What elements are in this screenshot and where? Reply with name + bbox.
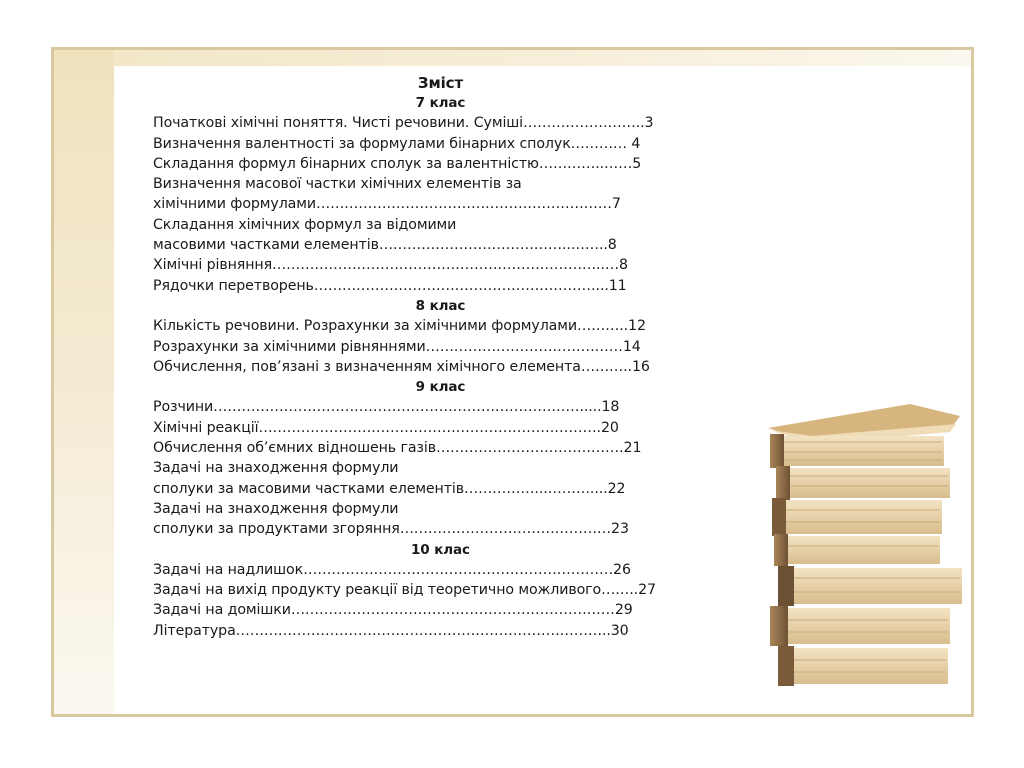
- toc-entry: Задачі на домішки……………………………………………………………29: [153, 602, 633, 619]
- toc-entry: Задачі на знаходження формули: [153, 460, 399, 477]
- toc-entry: Хімічні реакції……………………………………………………………….20: [153, 419, 619, 436]
- toc-entry: Задачі на вихід продукту реакції від теоретично можливого……..27: [153, 582, 656, 599]
- toc-entry: сполуки за продуктами згоряння………………………………………23: [153, 521, 629, 538]
- toc-entry: Розчини…………………………………………………………………….....18: [153, 399, 620, 416]
- toc-entry: Початкові хімічні поняття. Чисті речовини. Суміші……………………..3: [153, 115, 654, 132]
- section-heading: 7 клас: [415, 95, 466, 111]
- toc-entry: Хімічні рівняння……………………………………………………………..…8: [153, 257, 628, 274]
- toc-entry: Розрахунки за хімічними рівняннями……………………………………14: [153, 338, 641, 355]
- toc-entry: сполуки за масовими частками елементів……………...………....22: [153, 480, 626, 497]
- toc-entry: Задачі на знаходження формули: [153, 500, 399, 517]
- toc-entry: Складання формул бінарних сполук за валентністю…………..……5: [153, 155, 642, 172]
- toc-entry: Визначення масової частки хімічних елементів за: [153, 176, 522, 193]
- toc-entry: Визначення валентності за формулами бінарних сполук………… 4: [153, 135, 641, 152]
- table-of-contents: [153, 73, 728, 641]
- toc-entry: Обчислення об’ємних відношень газів………………………………….21: [153, 440, 642, 457]
- section-heading: 9 клас: [415, 379, 466, 396]
- toc-entry: масовими частками елементів…………………………………..……..8: [153, 237, 617, 254]
- toc-entry: Задачі на надлишок…………………………………………………………26: [153, 561, 631, 578]
- decorative-band-left: [54, 50, 114, 714]
- toc-entry: Обчислення, пов’язані з визначенням хімічного елемента………..16: [153, 358, 650, 375]
- books-stack-image: [760, 380, 970, 690]
- toc-entry: Рядочки перетворень……………………………………………………...11: [153, 277, 627, 294]
- books-icon: [760, 380, 970, 690]
- toc-entry: хімічними формулами………………………………………………………7: [153, 196, 621, 213]
- section-heading: 8 клас: [415, 297, 466, 314]
- page-title: Зміст: [417, 74, 464, 92]
- decorative-band-top: [54, 50, 971, 66]
- toc-entry: Література……………………………………………………………………..30: [153, 622, 629, 639]
- toc-entry: Кількість речовини. Розрахунки за хімічними формулами………..12: [153, 318, 646, 335]
- toc-entry: Складання хімічних формул за відомими: [153, 216, 457, 233]
- section-heading: 10 клас: [411, 541, 470, 558]
